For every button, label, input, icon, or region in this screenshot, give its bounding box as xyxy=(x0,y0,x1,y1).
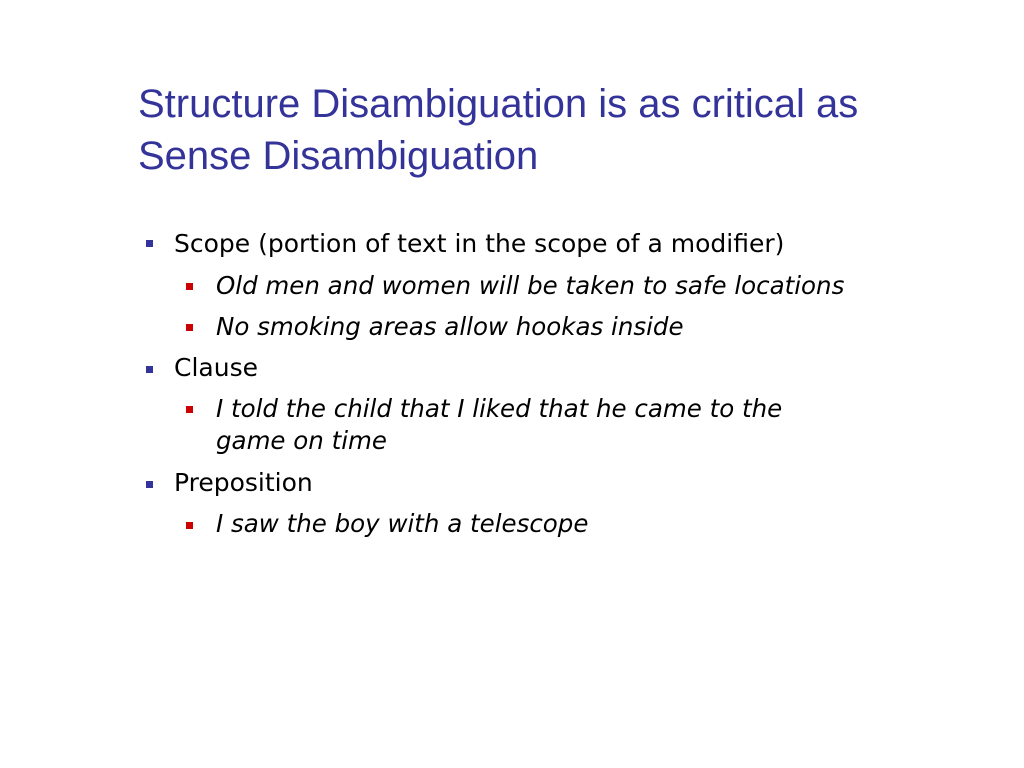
sub-item-example-continuation: game on time xyxy=(216,426,387,455)
title-line: Sense Disambiguation xyxy=(138,134,539,178)
sub-item-example: Old men and women will be taken to safe locations xyxy=(216,271,845,300)
square-bullet-icon xyxy=(146,366,153,373)
bullet-item-scope: Scope (portion of text in the scope of a modifier) xyxy=(174,229,785,258)
square-bullet-icon xyxy=(186,406,193,413)
sub-item-example: No smoking areas allow hookas inside xyxy=(216,312,684,341)
square-bullet-icon xyxy=(186,324,193,331)
square-bullet-icon xyxy=(146,240,153,247)
square-bullet-icon xyxy=(146,481,153,488)
square-bullet-icon xyxy=(186,283,193,290)
square-bullet-icon xyxy=(186,522,193,529)
bullet-item-preposition: Preposition xyxy=(174,468,313,497)
sub-item-example: I saw the boy with a telescope xyxy=(216,509,589,538)
bullet-item-clause: Clause xyxy=(174,353,258,382)
sub-item-example: I told the child that I liked that he came to the xyxy=(216,394,783,423)
title-line: Structure Disambiguation is as critical as xyxy=(138,82,859,126)
